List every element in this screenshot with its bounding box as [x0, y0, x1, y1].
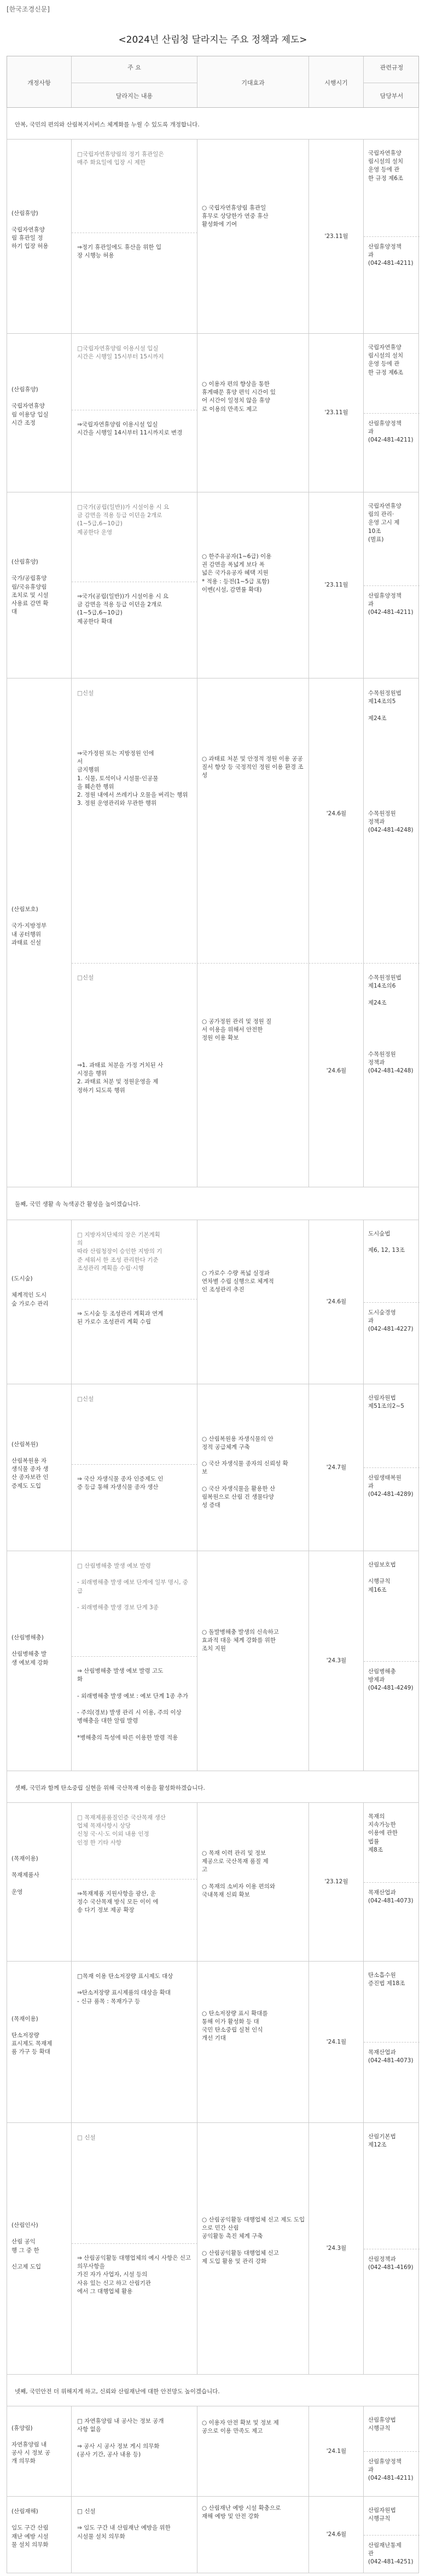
category-text: (목재이용) 목재제품사 운영 — [11, 1855, 39, 1895]
header-category-label: 개정사항 — [27, 79, 51, 86]
category-text: (휴양림) 자연휴양림 내 공사 시 정보 공 개 의무화 — [11, 2424, 50, 2465]
effect-text-2: ○ 공가정원 관리 및 정원 질 서 이용을 위해서 안전한 정원 이용 확보 — [202, 1018, 272, 1042]
law-text: 산림기본법 제12조 — [368, 2133, 396, 2149]
dept-text: 산림재난통제 관 (042-481-4251) — [368, 2542, 414, 2566]
date-text: '24.6월 — [326, 810, 347, 817]
dept-text-2: 수목원정원 정책과 (042-481-4248) — [368, 1051, 414, 1075]
content-before: □국가(공립(일반))가 시설이용 시 요 금 감면을 적용 등급 이던을 2개로 (1~5급,6~10급) 제공한다 운영 — [77, 504, 170, 536]
date-text: '24.1월 — [326, 2038, 347, 2045]
category-text: (목재이용) 탄소저장량 표시제도 목재제 품 가구 등 확대 — [11, 2015, 53, 2056]
header-org — [364, 56, 420, 107]
dept-text: 산림병해충 방제과 (042-481-4249) — [368, 1668, 414, 1692]
org-divider — [364, 2042, 420, 2043]
effect-text: ○ 한주유공자(1~6급) 이용 권 감면을 폭넓게 보다 폭 넓은 국가유공자 혜택 지원 * 적용 : 등전(1~5급 포함) 이벤(시설, 감면률 확대) — [202, 553, 272, 593]
content-before: □국립자연휴양림 이용시설 입실 시간은 시행일 15시부터 15시까지 — [77, 345, 164, 361]
org-cell — [364, 678, 420, 1187]
content-after: ⇒국가정원 또는 지방정원 인에 서 금지행위 1. 식물, 토석이나 시설물·인공물 을 훼손한 행위 2. 정원 내에서 쓰레기나 오물을 버리는 행위 3. 정원 운영관리와 무관한 행위 — [77, 750, 188, 807]
table-row — [7, 2497, 419, 2573]
section-heading: 셋째, 국민과 함께 탄소중립 실현을 위해 국산목재 이용을 활성화하겠습니다. — [7, 1771, 419, 1803]
category-text: (산림휴양) 국가/공립휴양 림/국유휴양림 조치로 및 시설 사용료 감면 확 대 — [11, 559, 49, 616]
law-text: 탄소흡수원 증진법 제18조 — [368, 1972, 405, 1987]
org-divider — [364, 1661, 420, 1662]
section-heading: 안복, 국민의 편의와 산림복지서비스 체계화를 누릴 수 있도록 개정합니다. — [7, 108, 419, 140]
table-row — [7, 140, 419, 334]
effect-text: ○ 산림재난 예방 시설 확충으로 재해 예방 및 안전 강화 — [202, 2505, 281, 2520]
content-before: □ 지방자치단체의 장은 기본계획 의 따라 산림청장이 승인한 지방의 기 준 세워서 한 조성 관리한다 기준 조성관리 계획을 수립·시행 — [77, 1232, 162, 1272]
category-text: (산림복원) 산림복원용 자 생식물 종자 생 산 종자보관 인 증제도 도입 — [11, 1441, 49, 1489]
date-text-2: '24.6월 — [326, 1067, 347, 1074]
source-label: [한국조경신문] — [7, 5, 50, 13]
dept-text: 목재산업과 (042-481-4073) — [368, 1889, 414, 1905]
law-text: 국립자연휴양 림시설의 설치 운영 등에 관 한 규정 제6조 — [368, 344, 404, 376]
category-text: (산림인사) 산림 공익 행 그 중 한 신고제 도입 — [11, 2222, 42, 2271]
effect-text: ○ 이용자 편의 향상을 통한 휴게때문 휴양 편익 시간이 있 어 시간이 일정치 않을 휴양 로 이용의 만족도 제고 — [202, 381, 276, 413]
effect-text: ○ 탄소저장량 표시 확대를 통해 이가 활성화 등 대 국민 탄소중립 실천 인식 개선 기대 — [202, 2010, 268, 2042]
content-before: □ 자연휴양림 내 공사는 정보 공개 사항 없음 ⇒ 공사 시 공사 정보 게시 의무화 (공사 기간, 공사 내용 등) — [77, 2418, 164, 2458]
law-text-2: 수목원정원법 제14조의6 제24조 — [368, 974, 401, 1006]
law-text: 산림자원법 제51조의2~5 — [368, 1395, 404, 1410]
date-text: '24.6월 — [326, 1298, 347, 1305]
content-before: □신설 — [77, 1396, 94, 1402]
header-effect-label: 기대효과 — [241, 79, 265, 86]
content-divider — [72, 1464, 197, 1465]
category-text: (도시숲) 체계적인 도시 숲 가로수 관리 — [11, 1275, 49, 1307]
law-text: 산림보호법 시행규칙 제16조 — [368, 1562, 396, 1593]
law-text: 목재의 지속가능한 이용에 관한 법률 제8조 — [368, 1813, 398, 1853]
header-main-label: 주 요 — [127, 64, 141, 71]
date-text: '23.12월 — [324, 1878, 348, 1885]
effect-text: ○ 산림공익활동 대행업체 신고 제도 도입으로 민간 산림 공익활동 촉진 체계 구축 ○ 산림공익활동 대행업체 신고 제 도입 활용 및 관리 강화 — [202, 2217, 305, 2265]
law-text: 산림휴양법 시행규칙 — [368, 2417, 396, 2432]
table-header — [7, 56, 419, 108]
table-row — [7, 2123, 419, 2375]
content-after: ⇒ 산림병해충 발생 예보 발령 고도 화 - 외래병해충 발생 예보 : 예보 단계 1종 추가 - 주의(경보) 발생 관리 시 이용, 주의 이상 병해충을 대한 알림 발령 *병해충의 특성에 따른 이용한 발령 적용 — [77, 1668, 188, 1741]
content-after: ⇒ 도시숲 등 조성관리 계획과 연계 된 가로수 조성관리 계획 수립 — [77, 1310, 164, 1326]
content-before: □ 산림병해충 발생 예보 발령 - 외래병해충 발생 예보 단계에 일부 명시, 중급 - 외래병해충 발생 경보 단계 3종 — [77, 1563, 188, 1611]
dept-text: 산림휴양정책 과 (042-481-4211) — [368, 420, 414, 444]
content-after: ⇒ 국산 자생식물 종자 인증제도 인 증 등급 통해 자생식물 종자 생산 — [77, 1476, 164, 1491]
dept-text: 도시숲경영 과 (042-481-4227) — [368, 1309, 414, 1333]
effect-text: ○ 과태료 처분 및 안정적 정원 이용 공공 질서 향상 등 국정적인 정원 이용 환경 조성 — [202, 756, 304, 779]
effect-text: ○ 가로수 수량 폭넓 실정과 연차별 수립 실행으로 체계적 인 조성관리 추진 — [202, 1270, 274, 1293]
table-row — [7, 1384, 419, 1551]
dept-text: 산림휴양정책 과 (042-481-4211) — [368, 593, 414, 616]
dept-text: 산림휴양정책 과 (042-481-4211) — [368, 2458, 414, 2482]
effect-text: ○ 목재 이력 관리 및 정보 제공으로 국산목재 품질 제 고 ○ 목재의 소비자 이용 편의와 국내목재 신뢰 확보 — [202, 1850, 276, 1899]
table-row — [7, 1551, 419, 1771]
content-after: ⇒국가(공립(일반))가 시설이용 시 요 금 감면을 적용 등급 이던을 2개로 (1~5급,6~10급) 제공한다 확대 — [77, 593, 169, 625]
org-divider — [364, 585, 420, 586]
content-cell — [72, 2123, 197, 2374]
content-cell — [72, 1384, 197, 1551]
document-title: <2024년 산림청 달라지는 주요 정책과 제도> — [118, 34, 307, 45]
table-row — [7, 492, 419, 678]
content-divider — [72, 1656, 197, 1657]
org-divider — [364, 1467, 420, 1468]
table-row — [7, 678, 419, 1187]
law-text: 수목원정원법 제14조의5 제24조 — [368, 690, 401, 722]
dept-text: 산림휴양정책 과 (042-481-4211) — [368, 243, 414, 267]
content-before: □목재 이용 탄소저장량 표시제도 대상 ⇒탄소저장량 표시제품의 대상을 확대 - 신규 품목 : 목재가구 등 — [77, 1973, 173, 2005]
section-heading: 넷째, 국민안전 더 위해지게 하고, 신뢰와 산림재난에 대한 안전망도 높이겠습니다. — [7, 2375, 419, 2406]
content-before: □ 신설 — [77, 2134, 96, 2141]
content-before-2: □신설 — [77, 974, 94, 981]
content-before: □신설 — [77, 690, 94, 697]
law-text: 산림자원법 시행규칙 — [368, 2507, 396, 2522]
dept-text: 산림생태복원 과 (042-481-4289) — [368, 1475, 414, 1498]
content-after: ⇒ 산림공익활동 대행업체의 예시 사항은 신고 의무사항을 가진 자가 사업자, 시설 등의 사유 있는 신고 하고 산림기관 에서 그 대행업체 활용 — [77, 2255, 191, 2295]
header-date-label: 시행시기 — [324, 79, 348, 86]
header-dept-label: 담당부서 — [380, 92, 404, 100]
law-text: 도시숲법 제6, 12, 13조 — [368, 1231, 405, 1254]
content-cell — [72, 140, 197, 333]
table-row — [7, 1220, 419, 1384]
content-after: ⇒국립자연휴양림 이용시설 입실 시간을 시행일 14시부터 11시까지로 변경 — [77, 421, 183, 437]
effect-text: ○ 국립자연휴양림 휴관일 휴무로 상당한가 연중 휴산 활성화에 기여 — [202, 204, 269, 228]
effect-text: ○ 산림복원용 자생식물의 안 정적 공급체계 구축 ○ 국산 자생식물 종자의 신뢰성 확 보 ○ 국산 자생식물을 활용한 산 림복원으로 산림 건 생물다양 성 증대 — [202, 1435, 288, 1509]
date-text: '24.3월 — [326, 1657, 347, 1664]
content-after-2: ⇒1. 과태료 처분을 가정 거치된 사 시정을 행위 2. 과태료 처분 및 정원운영을 제 정하기 되도록 행위 — [77, 1062, 164, 1094]
content-before: □ 목재제품품질인증 국산목재 생산 업체 목재사항시 상당 신청 국·시·도 이외 내용 인정 인정 한 기타 사항 — [77, 1814, 166, 1846]
effect-cell — [197, 140, 309, 333]
table-row — [7, 2406, 419, 2497]
effect-cell — [197, 1551, 309, 1771]
header-org-label: 관련규정 — [380, 64, 404, 71]
content-after: ⇒정기 휴관일에도 휴산을 위한 입 장 시행능 허용 — [77, 244, 162, 259]
date-text: '24.7월 — [326, 1464, 347, 1471]
content-before: □국립자연휴양림의 정기 휴관일은 매주 화요일에 입장 시 제한 — [77, 151, 164, 166]
category-text: (산림보호) 국가·지방정부 내 공터행위 과태료 신설 — [11, 906, 47, 946]
date-text: '24.3월 — [326, 2245, 347, 2252]
category-text: (산림병해충) 산림병해충 발 생 예보제 강화 — [11, 1634, 49, 1666]
dept-text: 수목원정원 정책과 (042-481-4248) — [368, 810, 414, 834]
date-text: '24.1월 — [326, 2447, 347, 2455]
dept-text: 목재산업과 (042-481-4073) — [368, 2049, 414, 2064]
header-effect — [197, 56, 309, 107]
content-divider — [72, 2243, 197, 2244]
org-divider — [364, 413, 420, 414]
org-divider — [364, 236, 420, 237]
org-divider — [364, 1882, 420, 1883]
header-date — [309, 56, 364, 107]
category-text: (산림재해) 임도 구간 산림 재난 예방 시설 물 설치 의무화 — [11, 2508, 49, 2548]
date-text: '23.11월 — [324, 409, 348, 416]
category-text: (산림휴양) 국립자연휴양 림 휴관일 정 하기 입장 허용 — [11, 210, 49, 250]
section-heading: 둘째, 국민 생활 속 녹색공간 활성을 높이겠습니다. — [7, 1187, 419, 1220]
date-text: '23.11월 — [324, 582, 348, 588]
org-divider — [364, 1302, 420, 1303]
header-subject-label: 달라지는 내용 — [115, 92, 153, 100]
header-main — [72, 56, 197, 107]
date-text: '23.11월 — [324, 233, 348, 240]
org-divider — [364, 2535, 420, 2536]
effect-text: ○ 돌발병해충 발생의 신속하고 효과적 대응 체계 강화를 위한 조치 지원 — [202, 1629, 279, 1652]
effect-cell — [197, 1220, 309, 1384]
row-divider — [72, 963, 420, 964]
table-row — [7, 334, 419, 492]
law-text: 국립자연휴양 림의 관리· 운영 고시 제 10조 (벌표) — [368, 503, 401, 543]
header-category — [7, 56, 72, 107]
content-after: ⇒목재제품 지원사항을 광산, 운 정수 국산목재 방식 모든 이이 에 송 다기 정보 제공 확장 — [77, 1890, 159, 1914]
content-before: □ 신설 ⇒ 임도 구간 내 산림재난 예방을 위한 시설물 설치 의무화 — [77, 2508, 171, 2540]
law-text: 국립자연휴양 림시설의 설치 운영 등에 관 한 규정 제6조 — [368, 150, 404, 182]
org-divider — [364, 2451, 420, 2452]
table-row — [7, 1962, 419, 2123]
table-row — [7, 1803, 419, 1962]
date-text: '24.6월 — [326, 2531, 347, 2538]
category-text: (산림휴양) 국립자연휴양 림 이용당 입실 시간 조정 — [11, 386, 49, 426]
dept-text: 산림정책과 (042-481-4169) — [368, 2256, 414, 2271]
date-cell — [309, 678, 364, 1187]
effect-text: ○ 이용자 안전 확보 및 정보 제 공으로 이용 만족도 제고 — [202, 2419, 279, 2434]
